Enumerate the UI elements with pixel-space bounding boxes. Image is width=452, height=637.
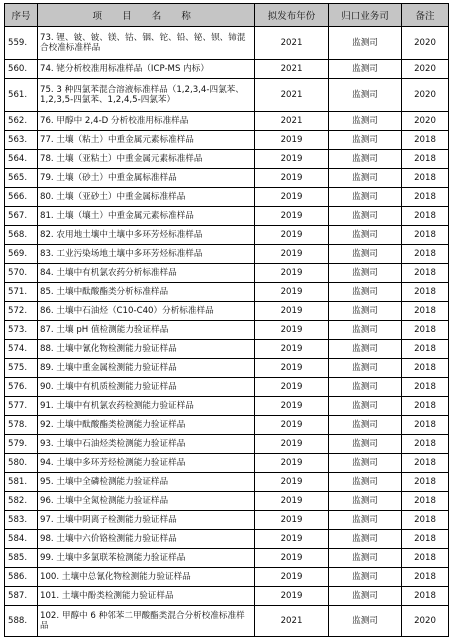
table-row: [5, 549, 449, 568]
cell-no: 563.: [5, 131, 38, 150]
cell-year: 2019: [255, 435, 329, 454]
cell-year: 2019: [255, 378, 329, 397]
cell-year: 2019: [255, 245, 329, 264]
cell-no: 588.: [5, 606, 38, 637]
cell-dept: 监测司: [329, 340, 402, 359]
cell-remark: 2018: [402, 568, 449, 587]
table-row: [5, 283, 449, 302]
cell-no: 581.: [5, 473, 38, 492]
cell-dept: 监测司: [329, 150, 402, 169]
cell-no: 566.: [5, 188, 38, 207]
cell-dept: 监测司: [329, 302, 402, 321]
cell-name: 95. 土壤中全磷检测能力验证样品: [38, 473, 255, 492]
table-row: [5, 435, 449, 454]
header-dept: 归口业务司: [329, 4, 402, 27]
cell-name: 81. 土壤（壤土）中重金属元素标准样品: [38, 207, 255, 226]
table-row: [5, 511, 449, 530]
cell-dept: 监测司: [329, 416, 402, 435]
cell-dept: 监测司: [329, 435, 402, 454]
cell-name: 101. 土壤中酚类检测能力验证样品: [38, 587, 255, 606]
cell-remark: 2018: [402, 397, 449, 416]
cell-dept: 监测司: [329, 549, 402, 568]
cell-remark: 2018: [402, 302, 449, 321]
cell-no: 560.: [5, 60, 38, 79]
cell-name: 100. 土壤中总氰化物检测能力验证样品: [38, 568, 255, 587]
cell-name: 83. 工业污染场地土壤中多环芳烃标准样品: [38, 245, 255, 264]
cell-year: 2019: [255, 283, 329, 302]
cell-no: 559.: [5, 27, 38, 60]
cell-year: 2021: [255, 112, 329, 131]
table-row: [5, 245, 449, 264]
cell-name: 102. 甲醇中 6 种邻苯二甲酸酯类混合分析校准标准样品: [38, 606, 255, 637]
cell-remark: 2018: [402, 169, 449, 188]
header-no: 序号: [5, 4, 38, 27]
cell-dept: 监测司: [329, 492, 402, 511]
cell-no: 569.: [5, 245, 38, 264]
cell-name: 76. 甲醇中 2,4-D 分析校准用标准样品: [38, 112, 255, 131]
cell-no: 571.: [5, 283, 38, 302]
cell-dept: 监测司: [329, 397, 402, 416]
cell-year: 2019: [255, 568, 329, 587]
cell-dept: 监测司: [329, 79, 402, 112]
cell-year: 2021: [255, 79, 329, 112]
cell-year: 2019: [255, 473, 329, 492]
cell-name: 85. 土壤中酞酸酯类分析标准样品: [38, 283, 255, 302]
cell-year: 2019: [255, 302, 329, 321]
table-row: [5, 587, 449, 606]
cell-year: 2019: [255, 226, 329, 245]
cell-dept: 监测司: [329, 226, 402, 245]
cell-no: 586.: [5, 568, 38, 587]
cell-no: 574.: [5, 340, 38, 359]
cell-dept: 监测司: [329, 321, 402, 340]
cell-name: 96. 土壤中全氮检测能力验证样品: [38, 492, 255, 511]
table-row: [5, 79, 449, 112]
cell-year: 2021: [255, 606, 329, 637]
table-row: [5, 207, 449, 226]
cell-no: 567.: [5, 207, 38, 226]
table-row: [5, 131, 449, 150]
cell-name: 89. 土壤中重金属检测能力验证样品: [38, 359, 255, 378]
cell-year: 2019: [255, 131, 329, 150]
cell-remark: 2020: [402, 606, 449, 637]
cell-dept: 监测司: [329, 188, 402, 207]
cell-dept: 监测司: [329, 568, 402, 587]
cell-no: 562.: [5, 112, 38, 131]
cell-no: 564.: [5, 150, 38, 169]
cell-year: 2019: [255, 397, 329, 416]
cell-remark: 2018: [402, 188, 449, 207]
cell-dept: 监测司: [329, 530, 402, 549]
cell-name: 87. 土壤 pH 值检测能力验证样品: [38, 321, 255, 340]
table-header-row: [5, 4, 449, 27]
cell-name: 78. 土壤（亚粘土）中重金属元素标准样品: [38, 150, 255, 169]
cell-remark: 2018: [402, 492, 449, 511]
cell-name: 91. 土壤中有机氯农药检测能力验证样品: [38, 397, 255, 416]
cell-remark: 2018: [402, 226, 449, 245]
cell-remark: 2020: [402, 112, 449, 131]
cell-dept: 监测司: [329, 283, 402, 302]
cell-no: 582.: [5, 492, 38, 511]
cell-no: 576.: [5, 378, 38, 397]
cell-dept: 监测司: [329, 207, 402, 226]
header-name: 项 目 名 称: [38, 4, 255, 27]
table-row: [5, 321, 449, 340]
table-row: [5, 530, 449, 549]
table-row: [5, 473, 449, 492]
cell-year: 2019: [255, 264, 329, 283]
cell-no: 587.: [5, 587, 38, 606]
cell-remark: 2018: [402, 150, 449, 169]
cell-remark: 2018: [402, 264, 449, 283]
cell-remark: 2018: [402, 473, 449, 492]
cell-year: 2019: [255, 188, 329, 207]
cell-year: 2019: [255, 511, 329, 530]
cell-year: 2019: [255, 169, 329, 188]
table-row: [5, 359, 449, 378]
table-row: [5, 264, 449, 283]
standards-table: [4, 3, 449, 637]
cell-dept: 监测司: [329, 112, 402, 131]
cell-dept: 监测司: [329, 60, 402, 79]
table-row: [5, 340, 449, 359]
table-row: [5, 27, 449, 60]
cell-year: 2019: [255, 454, 329, 473]
cell-name: 73. 锂、铍、铍、镁、钴、铟、铊、铅、铋、钡、铈混合校准标准样品: [38, 27, 255, 60]
table-row: [5, 454, 449, 473]
cell-dept: 监测司: [329, 264, 402, 283]
cell-name: 94. 土壤中多环芳烃检测能力验证样品: [38, 454, 255, 473]
cell-name: 92. 土壤中酞酸酯类检测能力验证样品: [38, 416, 255, 435]
table-row: [5, 492, 449, 511]
cell-year: 2019: [255, 587, 329, 606]
table-row: [5, 397, 449, 416]
header-year: 拟发布年份: [255, 4, 329, 27]
cell-dept: 监测司: [329, 587, 402, 606]
cell-name: 86. 土壤中石油烃（C10-C40）分析标准样品: [38, 302, 255, 321]
cell-dept: 监测司: [329, 606, 402, 637]
cell-remark: 2018: [402, 207, 449, 226]
cell-dept: 监测司: [329, 131, 402, 150]
header-remark: 备注: [402, 4, 449, 27]
cell-year: 2019: [255, 321, 329, 340]
cell-remark: 2018: [402, 131, 449, 150]
cell-remark: 2018: [402, 511, 449, 530]
cell-remark: 2020: [402, 60, 449, 79]
cell-remark: 2018: [402, 378, 449, 397]
cell-no: 572.: [5, 302, 38, 321]
cell-remark: 2018: [402, 549, 449, 568]
cell-name: 93. 土壤中石油烃类检测能力验证样品: [38, 435, 255, 454]
table-body: [5, 27, 449, 637]
table-row: [5, 150, 449, 169]
cell-no: 561.: [5, 79, 38, 112]
cell-no: 565.: [5, 169, 38, 188]
table-row: [5, 378, 449, 397]
cell-no: 583.: [5, 511, 38, 530]
cell-name: 88. 土壤中氰化物检测能力验证样品: [38, 340, 255, 359]
cell-remark: 2018: [402, 416, 449, 435]
cell-dept: 监测司: [329, 378, 402, 397]
table-row: [5, 302, 449, 321]
cell-no: 573.: [5, 321, 38, 340]
cell-remark: 2018: [402, 435, 449, 454]
table-row: [5, 112, 449, 131]
cell-dept: 监测司: [329, 245, 402, 264]
cell-year: 2019: [255, 150, 329, 169]
cell-remark: 2020: [402, 79, 449, 112]
cell-no: 579.: [5, 435, 38, 454]
cell-remark: 2018: [402, 587, 449, 606]
cell-name: 84. 土壤中有机氯农药分析标准样品: [38, 264, 255, 283]
cell-year: 2019: [255, 416, 329, 435]
cell-name: 79. 土壤（砂土）中重金属标准样品: [38, 169, 255, 188]
cell-no: 568.: [5, 226, 38, 245]
cell-year: 2019: [255, 207, 329, 226]
cell-year: 2019: [255, 340, 329, 359]
cell-dept: 监测司: [329, 473, 402, 492]
cell-name: 77. 土壤（粘土）中重金属元素标准样品: [38, 131, 255, 150]
cell-no: 578.: [5, 416, 38, 435]
cell-name: 74. 铑分析校准用标准样品（ICP-MS 内标）: [38, 60, 255, 79]
cell-no: 577.: [5, 397, 38, 416]
cell-name: 82. 农用地土壤中土壤中多环芳烃标准样品: [38, 226, 255, 245]
table-row: [5, 169, 449, 188]
table-row: [5, 188, 449, 207]
table-row: [5, 416, 449, 435]
cell-no: 584.: [5, 530, 38, 549]
table-row: [5, 226, 449, 245]
cell-year: 2019: [255, 492, 329, 511]
table-row: [5, 60, 449, 79]
cell-year: 2019: [255, 549, 329, 568]
cell-name: 99. 土壤中多氯联苯检测能力验证样品: [38, 549, 255, 568]
cell-name: 80. 土壤（亚砂土）中重金属标准样品: [38, 188, 255, 207]
cell-dept: 监测司: [329, 169, 402, 188]
cell-no: 585.: [5, 549, 38, 568]
cell-remark: 2020: [402, 27, 449, 60]
cell-remark: 2018: [402, 245, 449, 264]
cell-no: 570.: [5, 264, 38, 283]
cell-dept: 监测司: [329, 359, 402, 378]
table-row: [5, 568, 449, 587]
cell-year: 2019: [255, 359, 329, 378]
cell-name: 75. 3 种四氯苯混合溶液标准样品（1,2,3,4-四氯苯、1,2,3,5-四氯苯、1,2,4,5-四氯苯）: [38, 79, 255, 112]
cell-remark: 2018: [402, 359, 449, 378]
cell-no: 580.: [5, 454, 38, 473]
cell-dept: 监测司: [329, 454, 402, 473]
cell-dept: 监测司: [329, 27, 402, 60]
cell-name: 90. 土壤中有机质检测能力验证样品: [38, 378, 255, 397]
cell-name: 97. 土壤中阴离子检测能力验证样品: [38, 511, 255, 530]
cell-dept: 监测司: [329, 511, 402, 530]
cell-remark: 2018: [402, 321, 449, 340]
cell-year: 2021: [255, 60, 329, 79]
cell-no: 575.: [5, 359, 38, 378]
cell-remark: 2018: [402, 340, 449, 359]
cell-remark: 2018: [402, 454, 449, 473]
cell-remark: 2018: [402, 283, 449, 302]
cell-year: 2019: [255, 530, 329, 549]
cell-name: 98. 土壤中六价铬检测能力验证样品: [38, 530, 255, 549]
cell-year: 2021: [255, 27, 329, 60]
cell-remark: 2018: [402, 530, 449, 549]
